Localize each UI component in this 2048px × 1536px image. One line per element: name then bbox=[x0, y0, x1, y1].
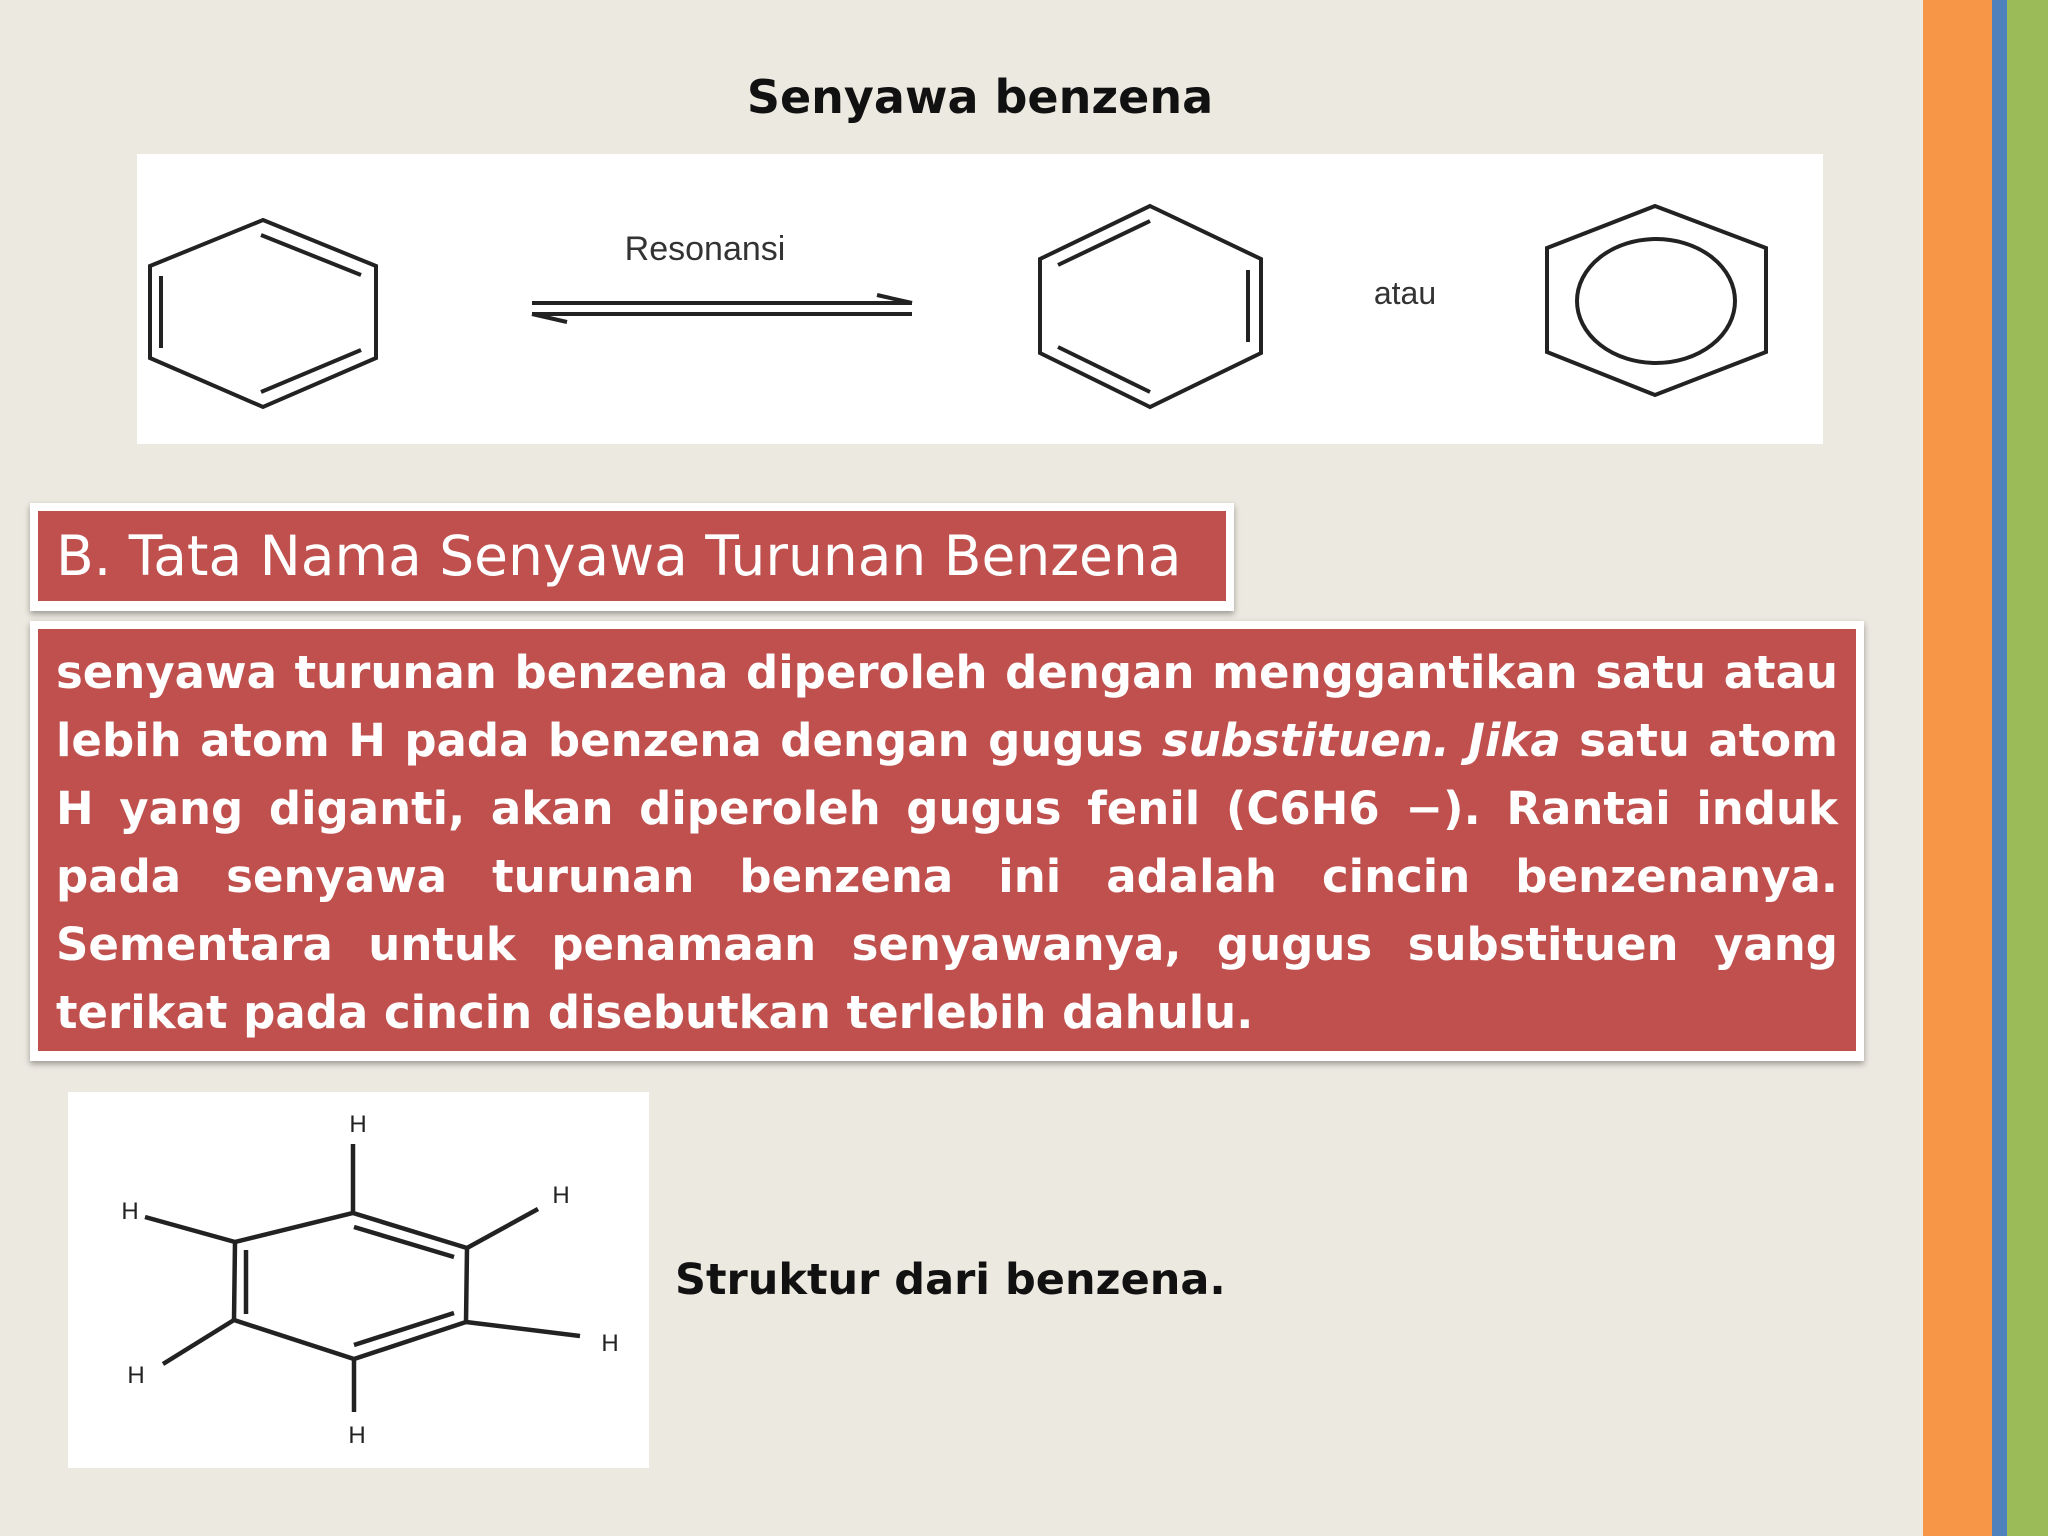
resonance-label: Resonansi bbox=[624, 230, 786, 268]
resonance-arrow-icon bbox=[532, 295, 912, 322]
slide-title: Senyawa benzena bbox=[746, 70, 1214, 124]
kekule-structure-right bbox=[1040, 206, 1261, 407]
benzene-structure-figure bbox=[68, 1092, 649, 1468]
decorative-stripe-blue bbox=[1992, 0, 2007, 1536]
h-atom-label-upper-right: H bbox=[552, 1182, 570, 1209]
description-part2: satu atom H yang diganti, akan diperoleh gugus fenil (C6H6 −). Rantai induk pada senyawa turunan benzena ini adalah cincin benzenanya. Sementara untuk penamaan senyawanya, gugus substituen yang terikat pada cincin disebutkan terlebih dahulu. bbox=[56, 714, 1839, 1039]
benzene-circle-structure bbox=[1547, 206, 1766, 395]
resonance-figure bbox=[137, 154, 1823, 444]
section-heading-box bbox=[30, 503, 1234, 611]
description-box bbox=[30, 621, 1864, 1061]
decorative-stripe-green bbox=[2007, 0, 2048, 1536]
h-atom-label-top: H bbox=[349, 1111, 367, 1138]
h-atom-label-bottom: H bbox=[348, 1422, 366, 1449]
section-heading: B. Tata Nama Senyawa Turunan Benzena bbox=[38, 511, 1226, 601]
structure-caption: Struktur dari benzena. bbox=[675, 1255, 1226, 1305]
decorative-stripe-orange bbox=[1923, 0, 1992, 1536]
kekule-structure-left bbox=[150, 220, 376, 407]
h-atom-label-lower-left: H bbox=[127, 1362, 145, 1389]
or-label: atau bbox=[1373, 275, 1437, 311]
description-text bbox=[38, 629, 1856, 1051]
description-part1: senyawa turunan benzena diperoleh dengan menggantikan satu atau lebih atom H pada benzena dengan gugus bbox=[56, 646, 1838, 767]
description-italic: substituen. Jika bbox=[1161, 714, 1561, 767]
h-atom-label-upper-left: H bbox=[121, 1198, 139, 1225]
h-atom-label-lower-right: H bbox=[601, 1330, 619, 1357]
